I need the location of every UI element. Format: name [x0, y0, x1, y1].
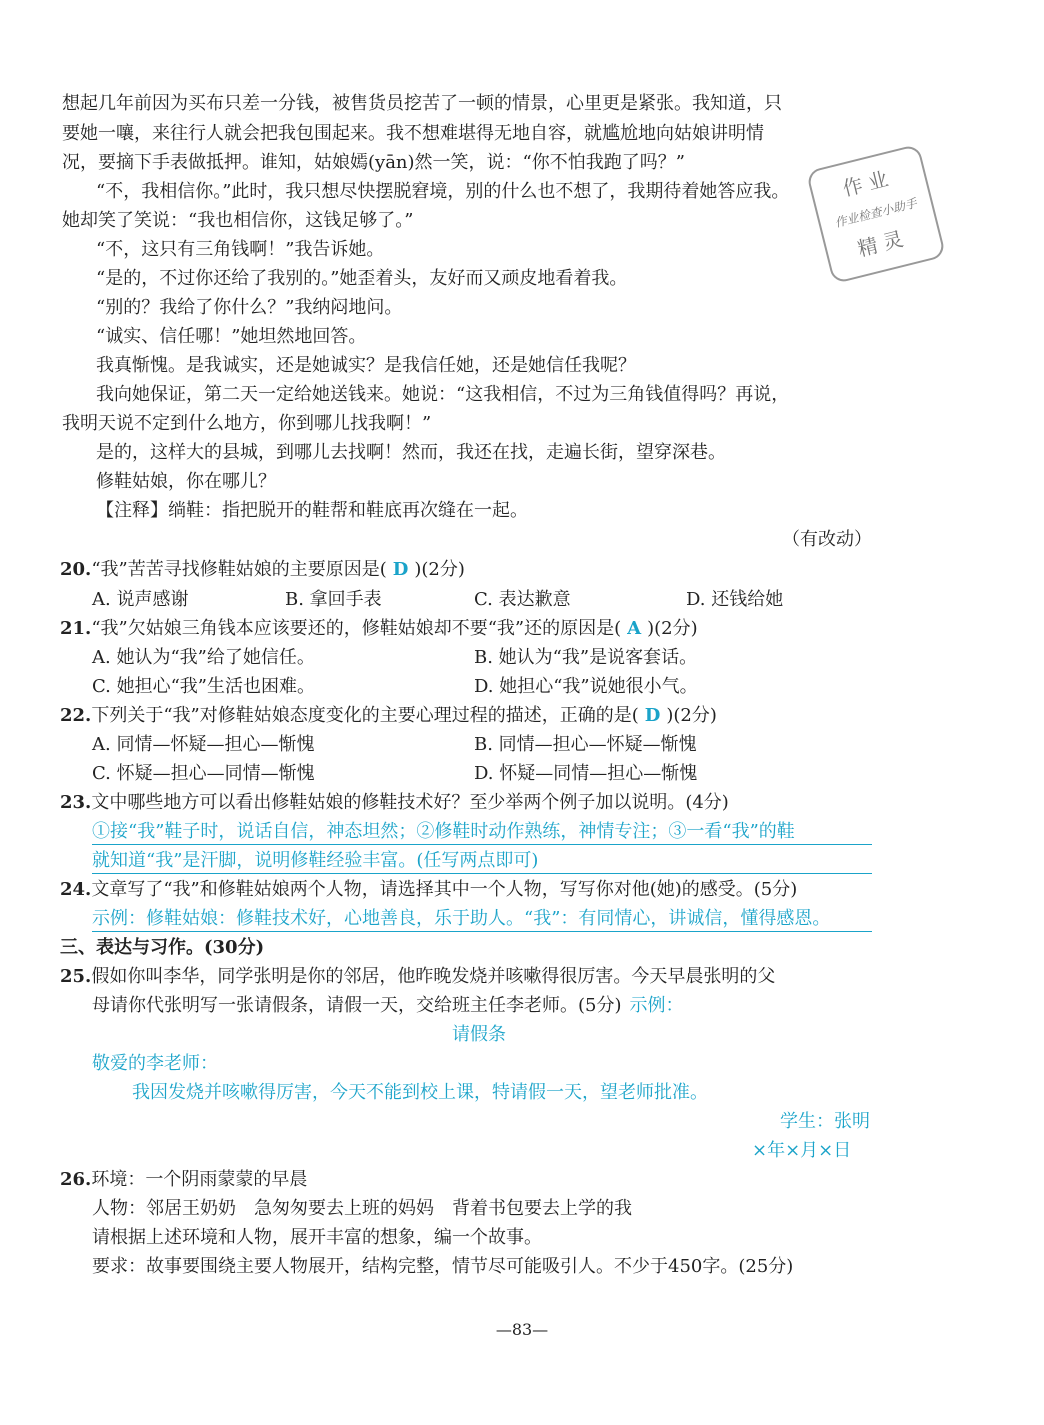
passage-line: “不，这只有三角钱啊！”我告诉她。	[96, 239, 385, 260]
option-c: C. 她担心“我”生活也困难。	[92, 676, 315, 697]
question-stem: “我”欠姑娘三角钱本应该要还的，修鞋姑娘却不要“我”还的原因是(	[91, 618, 622, 639]
question-number: 24.	[60, 879, 92, 900]
option-b: B. 她认为“我”是说客套话。	[474, 647, 698, 668]
option-c: C. 表达歉意	[474, 589, 571, 610]
leave-note-title: 请假条	[452, 1024, 506, 1045]
passage-line: 我向她保证，第二天一定给她送钱来。她说：“这我相信，不过为三角钱值得吗？再说，	[96, 384, 790, 405]
answer-choice: A	[627, 618, 642, 639]
question-stem: 下列关于“我”对修鞋姑娘态度变化的主要心理过程的描述，正确的是(	[91, 705, 639, 726]
passage-line: “是的，不过你还给了我别的。”她歪着头，友好而又顽皮地看着我。	[96, 268, 628, 289]
question-stem: 环境：一个阴雨蒙蒙的早晨	[91, 1169, 308, 1190]
question-number: 22.	[60, 705, 92, 726]
answer-text: 就知道“我”是汗脚，说明修鞋经验丰富。(任写两点即可)	[92, 849, 872, 874]
passage-line: “诚实、信任哪！”她坦然地回答。	[96, 326, 367, 347]
leave-note-signature: 学生：张明	[780, 1111, 870, 1132]
passage-line: 修鞋姑娘，你在哪儿？	[96, 471, 276, 492]
answer-choice: D	[392, 559, 409, 580]
question-number: 26.	[60, 1169, 92, 1190]
question-26-requirement: 要求：故事要围绕主要人物展开，结构完整，情节尽可能吸引人。不少于450字。(25分)	[92, 1256, 794, 1277]
passage-line: 我真惭愧。是我诚实，还是她诚实？是我信任她，还是她信任我呢？	[96, 355, 636, 376]
question-points: )(2分)	[666, 705, 717, 726]
answer-text: ①接“我”鞋子时，说话自信，神态坦然；②修鞋时动作熟练，神情专注；③一看“我”的鞋	[92, 820, 872, 845]
question-25	[60, 965, 775, 989]
question-stem: “我”苦苦寻找修鞋姑娘的主要原因是(	[91, 559, 387, 580]
leave-note-date: ×年×月×日	[752, 1140, 852, 1161]
option-d: D. 还钱给她	[686, 589, 784, 610]
question-number: 20.	[60, 559, 92, 580]
passage-line: 况，要摘下手表做抵押。谁知，姑娘嫣(yān)然一笑，说：“你不怕我跑了吗？”	[62, 152, 685, 173]
page-number: —83—	[495, 1320, 549, 1339]
question-26-instruction: 请根据上述环境和人物，展开丰富的想象，编一个故事。	[92, 1227, 542, 1248]
question-points: )(2分)	[414, 559, 465, 580]
passage-line: “别的？我给了你什么？”我纳闷地问。	[96, 297, 403, 318]
leave-note-body: 我因发烧并咳嗽得厉害，今天不能到校上课，特请假一天，望老师批准。	[132, 1082, 708, 1103]
stamp-top-text: 作业	[840, 165, 897, 201]
passage-line: “不，我相信你。”此时，我只想尽快摆脱窘境，别的什么也不想了，我期待着她答应我。	[96, 181, 790, 202]
option-a: A. 她认为“我”给了她信任。	[92, 647, 315, 668]
question-stem: 母请你代张明写一张请假条，请假一天，交给班主任李老师。(5分)	[92, 995, 622, 1016]
passage-source: （有改动）	[782, 529, 872, 550]
question-21	[60, 617, 698, 641]
question-20	[60, 558, 465, 582]
example-label: 示例：	[629, 995, 684, 1016]
leave-note-greeting: 敬爱的李老师：	[92, 1053, 218, 1074]
section-heading: 三、表达与习作。(30分)	[60, 937, 265, 958]
option-b: B. 拿回手表	[285, 589, 382, 610]
question-points: )(2分)	[647, 618, 698, 639]
question-22	[60, 704, 717, 728]
watermark-stamp	[806, 144, 947, 285]
passage-line: 要她一嚷，来往行人就会把我包围起来。我不想难堪得无地自容，就尴尬地向姑娘讲明情	[62, 123, 764, 144]
question-stem: 假如你叫李华，同学张明是你的邻居，他昨晚发烧并咳嗽得很厉害。今天早晨张明的父	[91, 966, 776, 987]
question-24	[60, 878, 797, 902]
passage-line: 想起几年前因为买布只差一分钱，被售货员挖苦了一顿的情景，心里更是紧张。我知道，只	[62, 93, 782, 114]
passage-line: 她却笑了笑说：“我也相信你，这钱足够了。”	[62, 210, 414, 231]
option-d: D. 她担心“我”说她很小气。	[474, 676, 698, 697]
question-number: 21.	[60, 618, 92, 639]
stamp-middle-text: 作业检查小助手	[833, 196, 919, 230]
question-stem: 文中哪些地方可以看出修鞋姑娘的修鞋技术好？至少举两个例子加以说明。(4分)	[91, 792, 729, 813]
question-25-line-2	[92, 994, 684, 1018]
option-a: A. 同情—怀疑—担心—惭愧	[92, 734, 315, 755]
stamp-bottom-text: 精灵	[855, 225, 912, 262]
option-a: A. 说声感谢	[92, 589, 189, 610]
question-number: 25.	[60, 966, 92, 987]
answer-choice: D	[644, 705, 661, 726]
passage-line: 是的，这样大的县城，到哪儿去找啊！然而，我还在找，走遍长街，望穿深巷。	[96, 442, 726, 463]
answer-text: 示例：修鞋姑娘：修鞋技术好，心地善良，乐于助人。“我”：有同情心，讲诚信，懂得感恩。	[92, 907, 872, 932]
option-c: C. 怀疑—担心—同情—惭愧	[92, 763, 315, 784]
question-23	[60, 791, 729, 815]
question-number: 23.	[60, 792, 92, 813]
passage-line: 我明天说不定到什么地方，你到哪儿找我啊！”	[62, 413, 432, 434]
question-26-characters: 人物：邻居王奶奶 急匆匆要去上班的妈妈 背着书包要去上学的我	[92, 1198, 632, 1219]
passage-note: 【注释】绱鞋：指把脱开的鞋帮和鞋底再次缝在一起。	[96, 500, 528, 521]
option-b: B. 同情—担心—怀疑—惭愧	[474, 734, 697, 755]
question-stem: 文章写了“我”和修鞋姑娘两个人物，请选择其中一个人物，写写你对他(她)的感受。(5分)	[91, 879, 798, 900]
option-d: D. 怀疑—同情—担心—惭愧	[474, 763, 698, 784]
question-26	[60, 1168, 307, 1192]
